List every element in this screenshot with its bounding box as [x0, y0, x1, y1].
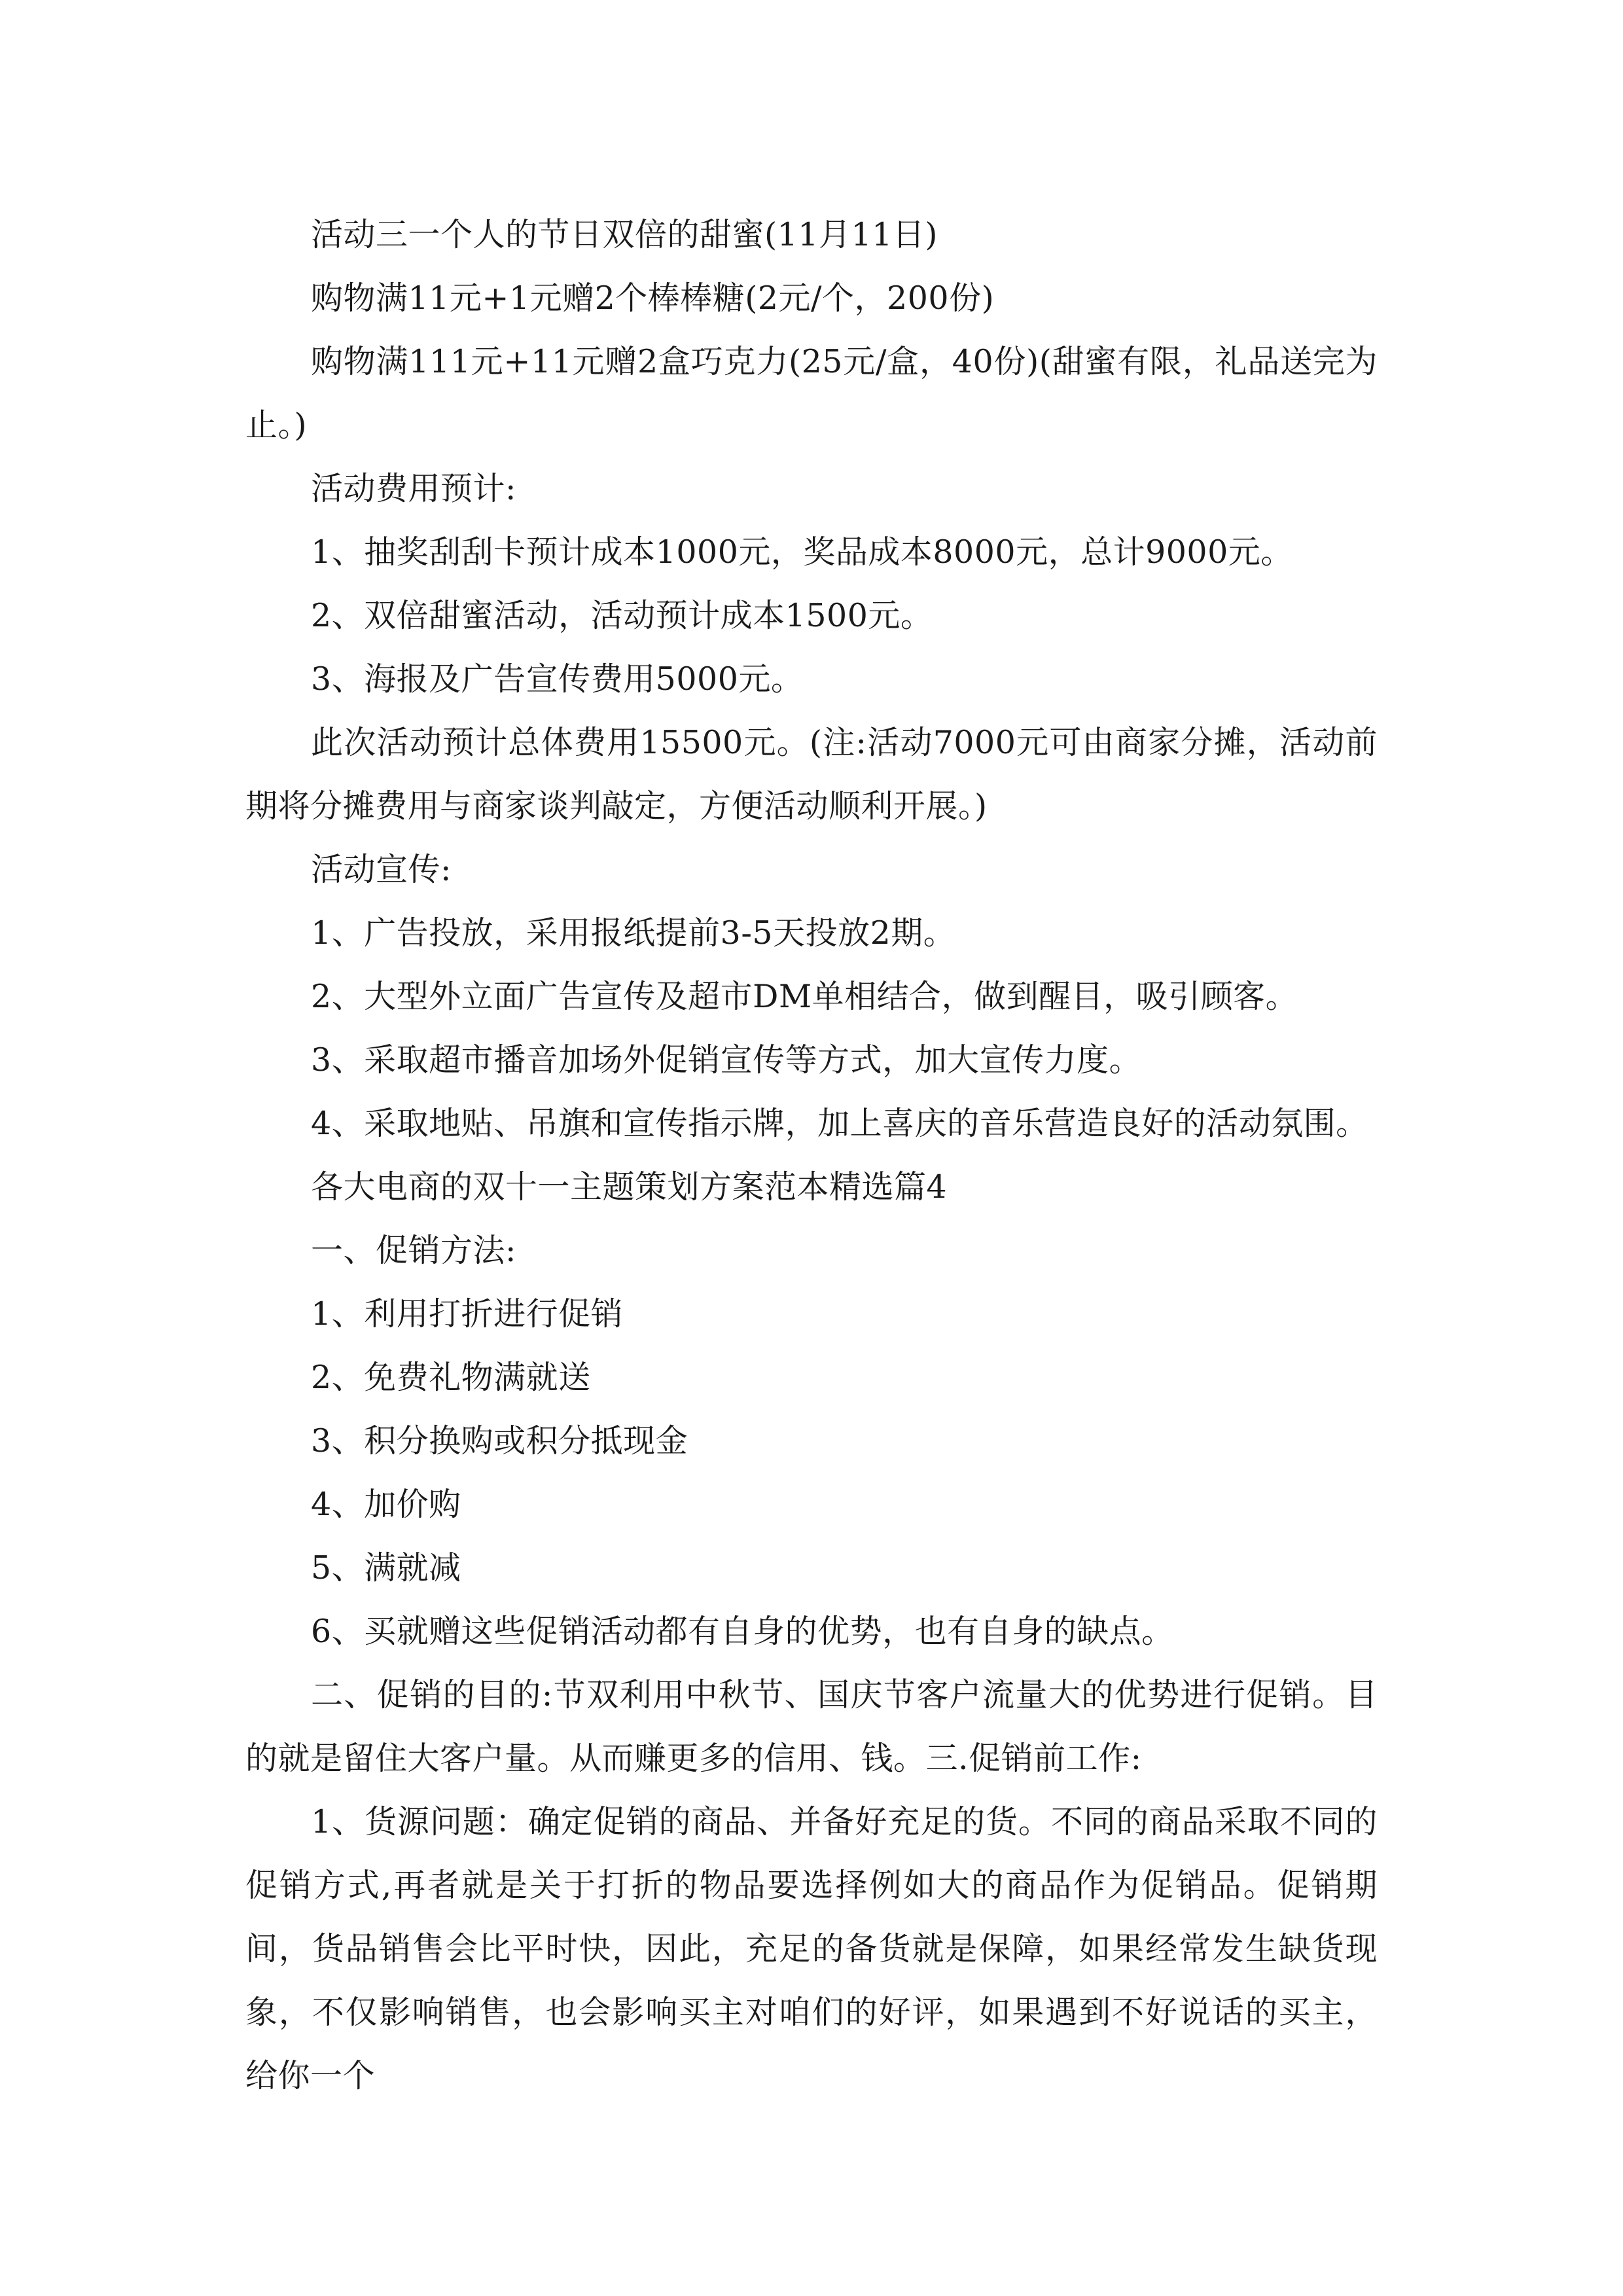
- paragraph: 活动宣传:: [311, 851, 452, 888]
- paragraph: 此次活动预计总体费用15500元。(注:活动7000元可由商家分摊，活动前期将分摊费用与商家谈判敲定，方便活动顺利开展。): [245, 724, 1378, 825]
- document-body: [245, 203, 1378, 2108]
- paragraph: 二、促销的目的:节双利用中秋节、国庆节客户流量大的优势进行促销。目的就是留住大客户量。从而赚更多的信用、钱。三.促销前工作:: [245, 1676, 1378, 1777]
- subsection-heading: 一、促销方法:: [311, 1232, 517, 1269]
- paragraph: 购物满11元+1元赠2个棒棒糖(2元/个，200份): [311, 279, 995, 317]
- list-item: 4、加价购: [311, 1486, 461, 1523]
- paragraph: 活动费用预计:: [311, 470, 517, 507]
- paragraph: 1、广告投放，采用报纸提前3-5天投放2期。: [311, 914, 956, 952]
- paragraph: 1、货源问题：确定促销的商品、并备好充足的货。不同的商品采取不同的促销方式,再者就是关于打折的物品要选择例如大的商品作为促销品。促销期间，货品销售会比平时快，因此，充足的备货就是保障，如果经常发生缺货现象，不仅影响销售，也会影响买主对咱们的好评，如果遇到不好说话的买主，给你一个: [245, 1803, 1378, 2094]
- list-item: 6、买就赠这些促销活动都有自身的优势，也有自身的缺点。: [311, 1613, 1174, 1650]
- list-item: 5、满就减: [311, 1549, 461, 1587]
- paragraph: 2、大型外立面广告宣传及超市DM单相结合，做到醒目，吸引顾客。: [311, 978, 1298, 1015]
- list-item: 3、积分换购或积分抵现金: [311, 1422, 688, 1460]
- paragraph: 购物满111元+11元赠2盒巧克力(25元/盒，40份)(甜蜜有限，礼品送完为止。): [245, 343, 1378, 444]
- paragraph: 1、抽奖刮刮卡预计成本1000元，奖品成本8000元，总计9000元。: [311, 533, 1293, 571]
- list-item: 1、利用打折进行促销: [311, 1295, 624, 1333]
- paragraph: 3、采取超市播音加场外促销宣传等方式，加大宣传力度。: [311, 1041, 1142, 1079]
- paragraph: 2、双倍甜蜜活动，活动预计成本1500元。: [311, 597, 933, 634]
- paragraph: 3、海报及广告宣传费用5000元。: [311, 660, 804, 698]
- section-heading: 各大电商的双十一主题策划方案范本精选篇4: [311, 1168, 948, 1206]
- paragraph: 4、采取地贴、吊旗和宣传指示牌，加上喜庆的音乐营造良好的活动氛围。: [311, 1105, 1368, 1142]
- list-item: 2、免费礼物满就送: [311, 1359, 591, 1396]
- paragraph: 活动三一个人的节日双倍的甜蜜(11月11日): [311, 216, 938, 253]
